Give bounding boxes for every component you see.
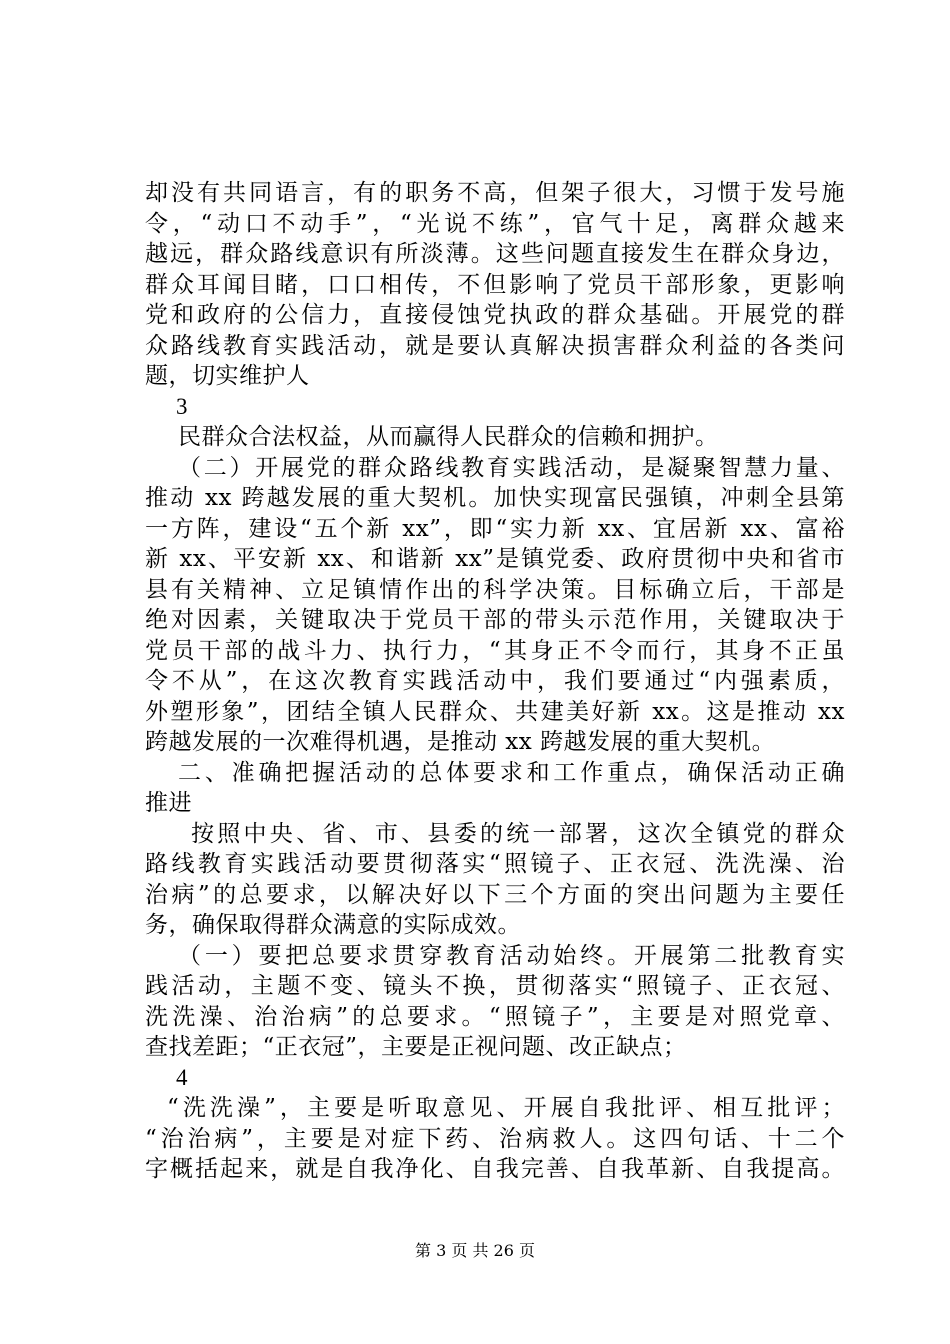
inline-page-number: 3 xyxy=(176,393,188,419)
text-line: 外塑形象”，团结全镇人民群众、共建美好新 xx。这是推动 xx xyxy=(145,698,845,725)
text-line: 民群众合法权益，从而赢得人民群众的信赖和拥护。 xyxy=(178,424,719,450)
text-line: 党和政府的公信力，直接侵蚀党执政的群众基础。开展党的群 xyxy=(145,302,845,328)
text-line: 二、准确把握活动的总体要求和工作重点，确保活动正确 xyxy=(178,759,845,786)
text-line: “洗洗澡”，主要是听取意见、开展自我批评、相互批评； xyxy=(167,1095,845,1121)
text-line: 新 xx、平安新 xx、和谐新 xx”是镇党委、政府贯彻中央和省市 xyxy=(145,546,845,572)
text-line: 路线教育实践活动要贯彻落实“照镜子、正衣冠、洗洗澡、治 xyxy=(145,851,845,877)
text-line: 令，“动口不动手”，“光说不练”，官气十足，离群众越来 xyxy=(145,210,845,237)
text-line: 一方阵，建设“五个新 xx”，即“实力新 xx、宜居新 xx、富裕 xyxy=(145,515,845,542)
text-line: 洗洗澡、治治病”的总要求。“照镜子”，主要是对照党章、 xyxy=(145,1003,845,1030)
text-line: （二）开展党的群众路线教育实践活动，是凝聚智慧力量、 xyxy=(178,454,845,481)
text-line: 县有关精神、立足镇情作出的科学决策。目标确立后，干部是 xyxy=(145,576,845,603)
text-line: 按照中央、省、市、县委的统一部署，这次全镇党的群众 xyxy=(191,820,845,847)
text-line: 越远，群众路线意识有所淡薄。这些问题直接发生在群众身边， xyxy=(145,241,845,267)
text-line: 推动 xx 跨越发展的重大契机。加快实现富民强镇，冲刺全县第 xyxy=(145,485,845,511)
document-body xyxy=(145,178,845,1185)
text-line: 众路线教育实践活动，就是要认真解决损害群众利益的各类问 xyxy=(145,332,845,359)
text-line: “治治病”，主要是对症下药、治病救人。这四句话、十二个 xyxy=(145,1125,845,1152)
text-line: 治病”的总要求，以解决好以下三个方面的突出问题为主要任 xyxy=(145,881,845,908)
text-line: 题，切实维护人 xyxy=(145,363,310,389)
text-line: 查找差距；“正衣冠”，主要是正视问题、改正缺点； xyxy=(145,1034,687,1060)
text-line: 跨越发展的一次难得机遇，是推动 xx 跨越发展的重大契机。 xyxy=(145,729,776,755)
text-line: （一）要把总要求贯穿教育活动始终。开展第二批教育实 xyxy=(178,942,845,969)
text-line: 却没有共同语言，有的职务不高，但架子很大，习惯于发号施 xyxy=(145,180,845,206)
text-line: 绝对因素，关键取决于党员干部的带头示范作用，关键取决于 xyxy=(145,607,845,633)
text-line: 务，确保取得群众满意的实际成效。 xyxy=(145,912,521,938)
text-line: 践活动，主题不变、镜头不换，贯彻落实“照镜子、正衣冠、 xyxy=(145,973,845,999)
text-line: 群众耳闻目睹，口口相传，不但影响了党员干部形象，更影响 xyxy=(145,271,845,298)
text-line: 令不从”，在这次教育实践活动中，我们要通过“内强素质， xyxy=(145,668,845,694)
text-line: 党员干部的战斗力、执行力，“其身正不令而行，其身不正虽 xyxy=(145,637,845,664)
inline-page-number: 4 xyxy=(176,1064,188,1090)
page-footer: 第 3 页 共 26 页 xyxy=(415,1241,535,1260)
text-line: 推进 xyxy=(145,790,192,816)
text-line: 字概括起来，就是自我净化、自我完善、自我革新、自我提高。 xyxy=(145,1156,845,1182)
